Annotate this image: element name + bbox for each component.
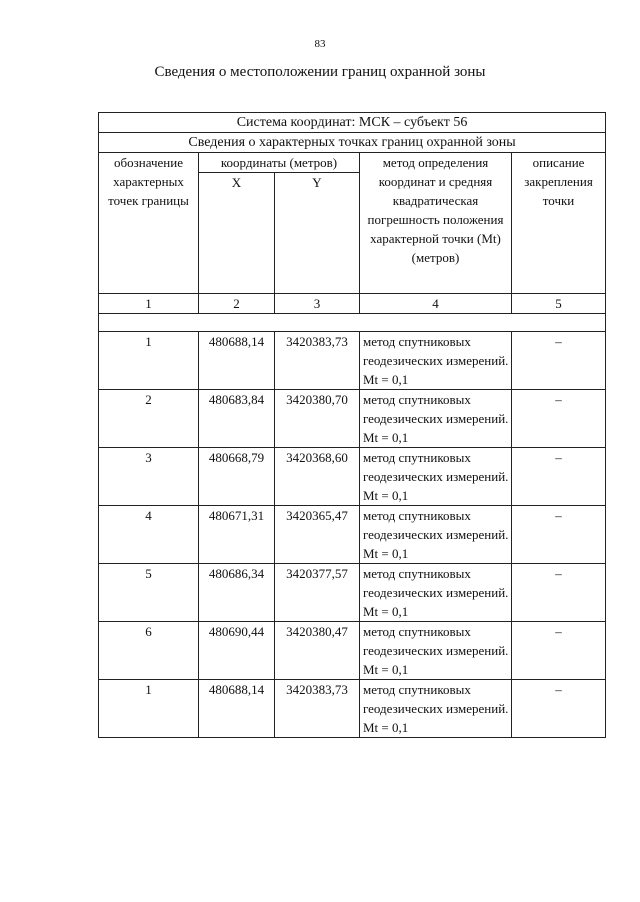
table-row: [99, 622, 606, 680]
point-cell: 2: [99, 390, 199, 448]
x-coordinate-cell: 480668,79: [199, 448, 275, 506]
description-cell: –: [512, 390, 606, 448]
header-coordinates: координаты (метров): [199, 153, 360, 173]
table-row: [99, 448, 606, 506]
description-cell: –: [512, 680, 606, 738]
table-row: [99, 390, 606, 448]
point-cell: 3: [99, 448, 199, 506]
header-description: описание закрепления точки: [512, 153, 606, 294]
coordinate-system-cell: Система координат: МСК – субъект 56: [99, 113, 606, 133]
header-row-1: [99, 153, 606, 173]
blank-cell: [99, 314, 606, 332]
x-coordinate-cell: 480690,44: [199, 622, 275, 680]
y-coordinate-cell: 3420383,73: [275, 680, 360, 738]
method-cell: метод спутниковых геодезических измерений. Mt = 0,1: [360, 390, 512, 448]
header-y: Y: [275, 173, 360, 294]
column-number: 3: [275, 294, 360, 314]
description-cell: –: [512, 564, 606, 622]
table-row: [99, 680, 606, 738]
column-number: 4: [360, 294, 512, 314]
column-number: 2: [199, 294, 275, 314]
method-cell: метод спутниковых геодезических измерений. Mt = 0,1: [360, 622, 512, 680]
description-cell: –: [512, 332, 606, 390]
point-cell: 4: [99, 506, 199, 564]
header-designation: обозначение характерных точек границы: [99, 153, 199, 294]
y-coordinate-cell: 3420365,47: [275, 506, 360, 564]
table-subtitle-cell: Сведения о характерных точках границ охранной зоны: [99, 133, 606, 153]
y-coordinate-cell: 3420368,60: [275, 448, 360, 506]
column-numbers-row: [99, 294, 606, 314]
x-coordinate-cell: 480688,14: [199, 680, 275, 738]
method-cell: метод спутниковых геодезических измерений. Mt = 0,1: [360, 332, 512, 390]
point-cell: 1: [99, 680, 199, 738]
method-cell: метод спутниковых геодезических измерений. Mt = 0,1: [360, 564, 512, 622]
method-cell: метод спутниковых геодезических измерений. Mt = 0,1: [360, 680, 512, 738]
table-row: [99, 332, 606, 390]
method-cell: метод спутниковых геодезических измерений. Mt = 0,1: [360, 448, 512, 506]
blank-row: [99, 314, 606, 332]
point-cell: 1: [99, 332, 199, 390]
description-cell: –: [512, 506, 606, 564]
point-cell: 5: [99, 564, 199, 622]
description-cell: –: [512, 622, 606, 680]
document-title: Сведения о местоположении границ охранной зоны: [154, 64, 486, 80]
x-coordinate-cell: 480686,34: [199, 564, 275, 622]
coordinate-system-row: [99, 113, 606, 133]
method-cell: метод спутниковых геодезических измерений. Mt = 0,1: [360, 506, 512, 564]
column-number: 5: [512, 294, 606, 314]
y-coordinate-cell: 3420380,47: [275, 622, 360, 680]
x-coordinate-cell: 480688,14: [199, 332, 275, 390]
table-subtitle-row: [99, 133, 606, 153]
page-number: 83: [314, 38, 326, 50]
boundary-points-table: [98, 112, 606, 738]
table-row: [99, 564, 606, 622]
description-cell: –: [512, 448, 606, 506]
y-coordinate-cell: 3420380,70: [275, 390, 360, 448]
header-x: X: [199, 173, 275, 294]
header-method: метод определения координат и средняя квадратическая погрешность положения характерной точки (Mt) (метров): [360, 153, 512, 294]
x-coordinate-cell: 480671,31: [199, 506, 275, 564]
table-row: [99, 506, 606, 564]
point-cell: 6: [99, 622, 199, 680]
column-number: 1: [99, 294, 199, 314]
y-coordinate-cell: 3420377,57: [275, 564, 360, 622]
x-coordinate-cell: 480683,84: [199, 390, 275, 448]
y-coordinate-cell: 3420383,73: [275, 332, 360, 390]
